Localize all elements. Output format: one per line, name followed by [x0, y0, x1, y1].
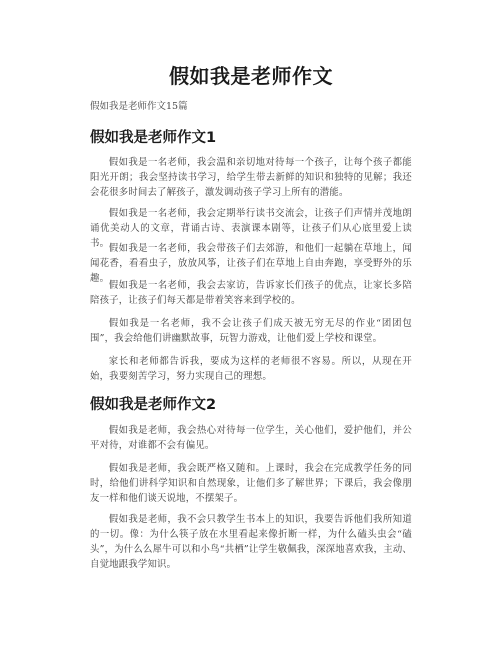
- paragraph: 假如我是一名老师，我不会让孩子们成天被无穷无尽的作业“团团包围”，我会给他们讲幽默故事，玩智力游戏，让他们爱上学校和课堂。: [90, 318, 412, 344]
- paragraph: 假如我是老师，我不会只教学生书本上的知识，我要告诉他们我所知道的一切。像：为什么筷子放在水里看起来像折断一样，为什么磕头虫会“磕头”，为什么么犀牛可以和小鸟“共栖”让学生敬佩我，深深地喜欢我，主动、自觉地跟我学知识。: [90, 514, 412, 570]
- section-heading-1: 假如我是老师作文1: [90, 130, 217, 146]
- document-title: 假如我是老师作文: [169, 64, 333, 88]
- paragraph: 假如我是一名老师，我会去家访，告诉家长们孩子的优点，让家长多陪陪孩子，让孩子们每天都是带着笑容来到学校的。: [90, 280, 412, 306]
- document-subtitle: 假如我是老师作文15篇: [90, 101, 188, 112]
- paragraph: 假如我是一名老师，我会温和亲切地对待每一个孩子，让每个孩子都能阳光开朗；我会坚持读书学习，给学生带去新鲜的知识和独特的见解；我还会花很多时间去了解孩子，激发调动孩子学习上所有的潜能。: [90, 157, 412, 198]
- paragraph: 家长和老师都告诉我，要成为这样的老师很不容易。所以，从现在开始，我要刻苦学习，努力实现自己的理想。: [90, 356, 412, 382]
- paragraph: 假如我是一名老师，我会带孩子们去郊游，和他们一起躺在草地上，闻闻花香，看看虫子，放放风筝，让孩子们在草地上自由奔跑，享受野外的乐趣。: [90, 243, 412, 284]
- paragraph: 假如我是老师，我会既严格又随和。上课时，我会在完成教学任务的同时，给他们讲科学知识和自然现象，让他们多了解世界；下课后，我会像朋友一样和他们谈天说地，不摆架子。: [90, 463, 412, 504]
- paragraph: 假如我是老师，我会热心对待每一位学生，关心他们，爱护他们，并公平对待，对谁都不会有偏见。: [90, 425, 412, 451]
- paragraph: 假如我是一名老师，我会定期举行读书交流会，让孩子们声情并茂地朗诵优美动人的文章，背诵古诗、表演课本剧等，让孩子们从心底里爱上读书。: [90, 208, 412, 249]
- section-heading-2: 假如我是老师作文2: [90, 397, 217, 413]
